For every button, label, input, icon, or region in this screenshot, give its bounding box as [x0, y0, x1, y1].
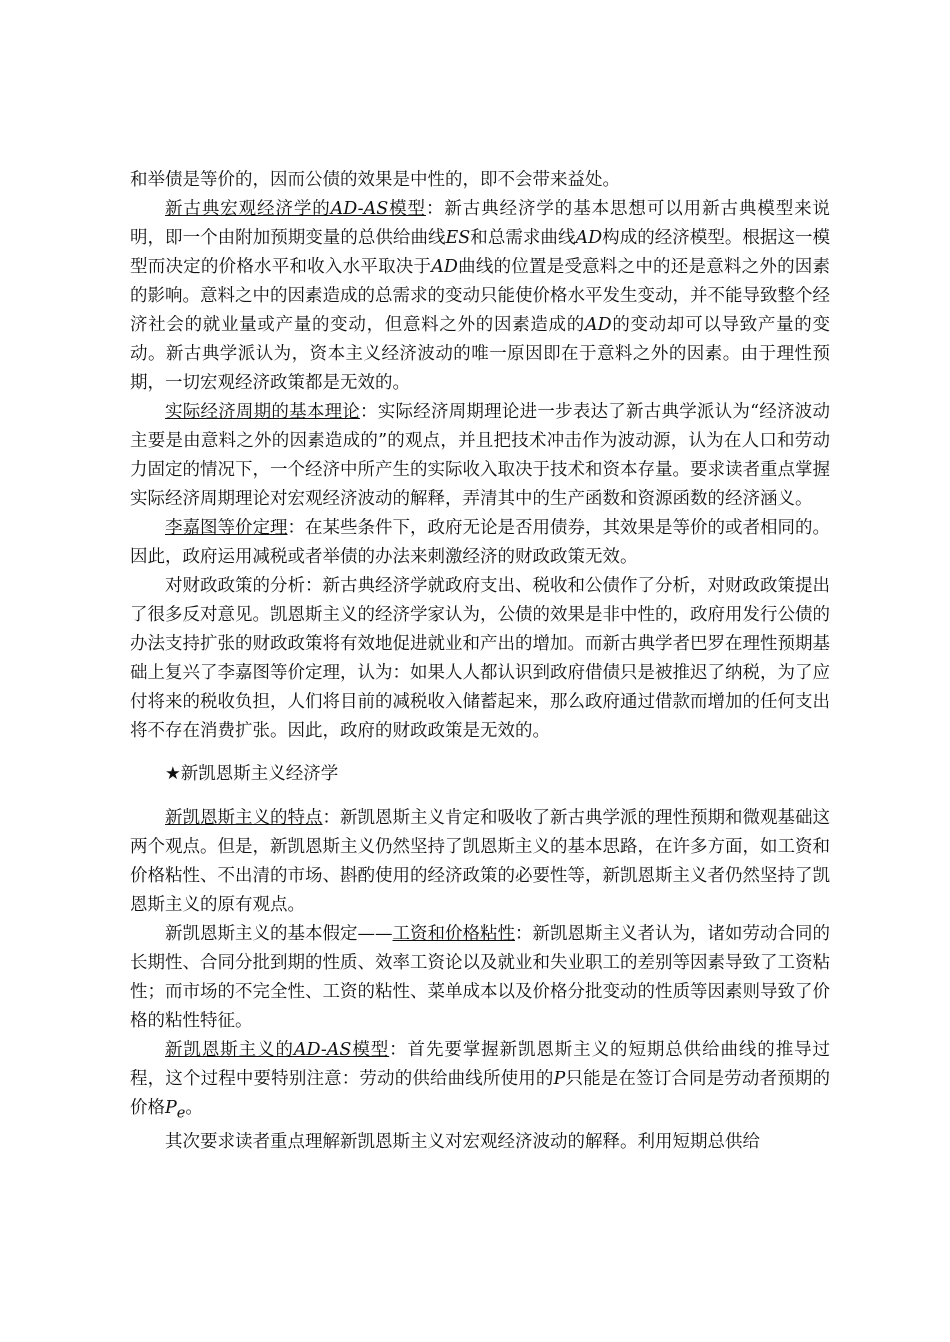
paragraph-fiscal-policy: 对财政政策的分析：新古典经济学就政府支出、税收和公债作了分析，对财政政策提出了很多反对意见。凯恩斯主义的经济学家认为，公债的效果是非中性的，政府用发行公债的办法支持扩张的财政政策将有效地促进就业和产出的增加。而新古典学者巴罗在理性预期基础上复兴了李嘉图等价定理，认为：如果人人都认识到政府借债只是被推迟了纳税，为了应付将来的税收负担，人们将目前的减税收入储蓄起来，那么政府通过借款而增加的任何支出将不存在消费扩张。因此，政府的财政政策是无效的。 — [130, 576, 830, 741]
term-nk-adas: 新凯恩斯主义的AD-AS模型 — [165, 1040, 390, 1060]
paragraph-nk-sticky: 新凯恩斯主义的基本假定——工资和价格粘性：新凯恩斯主义者认为，诸如劳动合同的长期性、合同分批到期的性质、效率工资论以及就业和失业职工的差别等因素导致了工资粘性；而市场的不完全性、工资的粘性、菜单成本以及价格分批变动的性质等因素则导致了价格的粘性特征。 — [130, 924, 830, 1031]
paragraph-nk-features: 新凯恩斯主义的特点：新凯恩斯主义肯定和吸收了新古典学派的理性预期和微观基础这两个观点。但是，新凯恩斯主义仍然坚持了凯恩斯主义的基本思路，在许多方面，如工资和价格粘性、不出清的市场、斟酌使用的经济政策的必要性等，新凯恩斯主义者仍然坚持了凯恩斯主义的原有观点。 — [130, 808, 830, 915]
paragraph-0: 和举债是等价的，因而公债的效果是中性的，即不会带来益处。 — [130, 170, 620, 190]
term-rbc: 实际经济周期的基本理论 — [165, 402, 361, 422]
document-page — [130, 166, 830, 1157]
paragraph-ricardian: 李嘉图等价定理：在某些条件下，政府无论是否用债券，其效果是等价的或者相同的。因此，政府运用减税或者举债的办法来刺激经济的财政政策无效。 — [130, 518, 830, 567]
term-ricardian: 李嘉图等价定理 — [165, 518, 288, 538]
paragraph-neoclassical-adas: 新古典宏观经济学的AD-AS模型：新古典经济学的基本思想可以用新古典模型来说明，即一个由附加预期变量的总供给曲线ES和总需求曲线AD构成的经济模型。根据这一模型而决定的价格水平和收入水平取决于AD曲线的位置是受意料之中的还是意料之外的因素的影响。意料之中的因素造成的总需求的变动只能使价格水平发生变动，并不能导致整个经济社会的就业量或产量的变动，但意料之外的因素造成的AD的变动却可以导致产量的变动。新古典学派认为，资本主义经济波动的唯一原因即在于意料之外的因素。由于理性预期，一切宏观经济政策都是无效的。 — [130, 199, 831, 393]
section-heading: ★新凯恩斯主义经济学 — [165, 764, 339, 784]
term-sticky: 工资和价格粘性 — [392, 924, 515, 944]
paragraph-last: 其次要求读者重点理解新凯恩斯主义对宏观经济波动的解释。利用短期总供给 — [165, 1131, 760, 1152]
term-nk-features: 新凯恩斯主义的特点 — [165, 808, 323, 828]
paragraph-rbc: 实际经济周期的基本理论：实际经济周期理论进一步表达了新古典学派认为“经济波动主要是由意料之外的因素造成的”的观点，并且把技术冲击作为波动源，认为在人口和劳动力固定的情况下，一个经济中所产生的实际收入取决于技术和资本存量。要求读者重点掌握实际经济周期理论对宏观经济波动的解释，弄清其中的生产函数和资源函数的经济涵义。 — [130, 402, 830, 509]
term-neoclassical-adas: 新古典宏观经济学的AD-AS模型 — [165, 199, 426, 219]
paragraph-nk-adas: 新凯恩斯主义的AD-AS模型：首先要掌握新凯恩斯主义的短期总供给曲线的推导过程，这个过程中要特别注意：劳动的供给曲线所使用的P只能是在签订合同是劳动者预期的价格$P_e$。 — [130, 1040, 831, 1122]
